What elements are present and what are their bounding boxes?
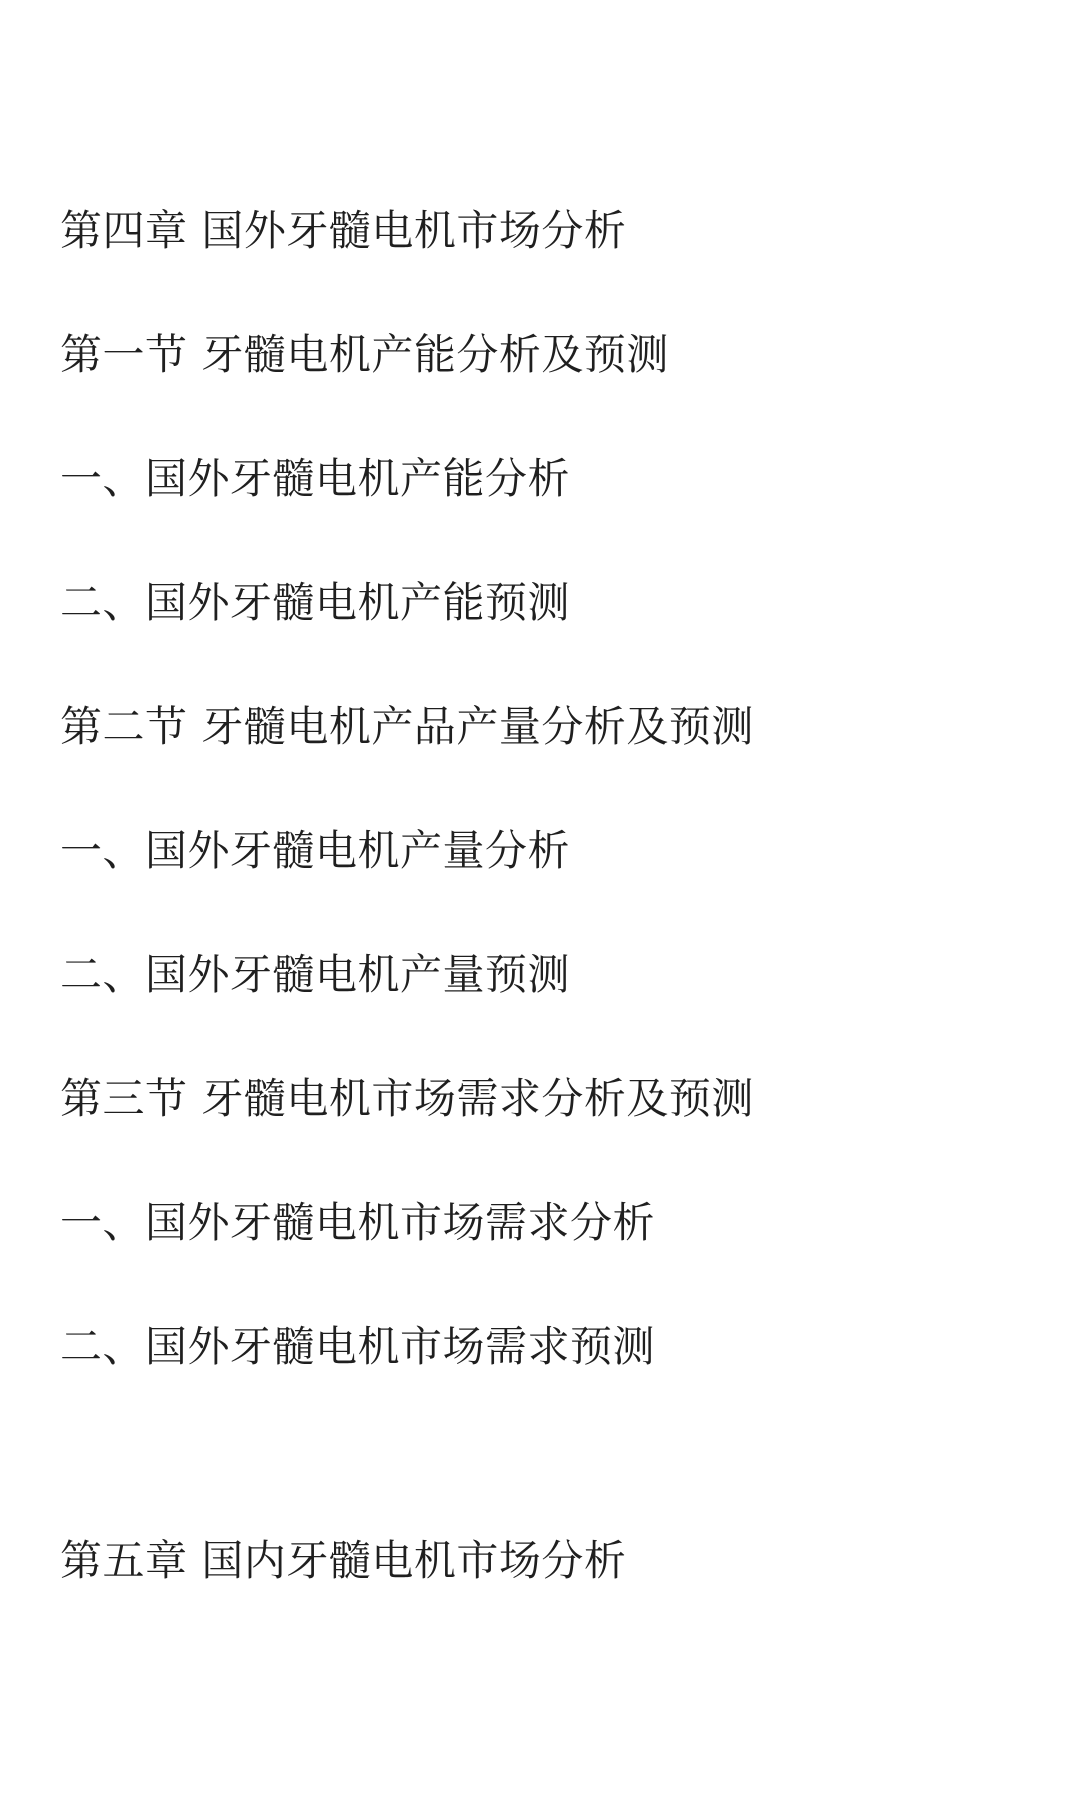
- chapter-5-heading: 第五章 国内牙髓电机市场分析: [60, 1536, 627, 1585]
- chapter-4-heading: 第四章 国外牙髓电机市场分析: [60, 206, 627, 255]
- section-2-heading: 第二节 牙髓电机产品产量分析及预测: [60, 702, 754, 751]
- toc-item: 一、国外牙髓电机产量分析: [60, 826, 571, 875]
- toc-item: 二、国外牙髓电机产量预测: [60, 950, 571, 999]
- table-of-contents: [60, 206, 1020, 1664]
- toc-item: 二、国外牙髓电机产能预测: [60, 578, 571, 627]
- toc-item: 一、国外牙髓电机产能分析: [60, 454, 571, 503]
- toc-item: 一、国外牙髓电机市场需求分析: [60, 1198, 656, 1247]
- section-1-heading: 第一节 牙髓电机产能分析及预测: [60, 330, 669, 379]
- toc-item: 二、国外牙髓电机市场需求预测: [60, 1322, 656, 1371]
- section-3-heading: 第三节 牙髓电机市场需求分析及预测: [60, 1074, 754, 1123]
